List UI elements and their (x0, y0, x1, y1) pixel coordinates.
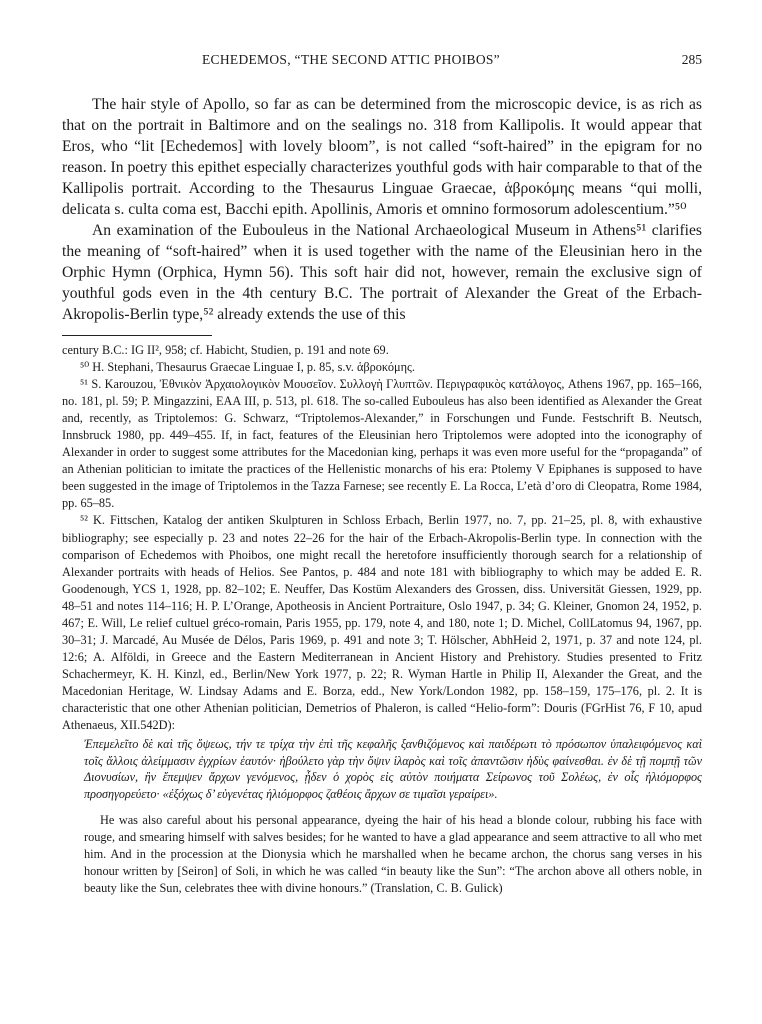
running-head (62, 52, 702, 74)
greek-quotation: Ἐπεμελεῖτο δὲ καὶ τῆς ὄψεως, τήν τε τρίχα τὴν ἐπὶ τῆς κεφαλῆς ξανθιζόμενος καὶ παιδέρωτι τὸ πρόσωπον ὑπαλειφόμενος καὶ τοῖς ἄλλοις ἀλείμμασιν ἐγχρίων ἑαυτόν· ἠβούλετο γὰρ τὴν ὄψιν ἱλαρὸς καὶ τοῖς ἀπαντῶσιν ἡδὺς φαίνεσθαι. ἐν δὲ τῇ πομπῇ τῶν Διονυσίων, ἣν ἔπεμψεν ἄρχων γενόμενος, ᾖδεν ὁ χορὸς εἰς αὐτὸν ποιήματα Σείρωνος τοῦ Σολέως, ἐν οἷς ἡλιόμορφος προσηγορεύετο· «ἐξόχως δ’ εὐγενέτας ἡλιόμορφος ζαθέοις ἄρχων σε τιμαῖσι γεραίρει». (84, 737, 702, 801)
page-number: 285 (681, 52, 702, 67)
footnote-continuation: century B.C.: IG II², 958; cf. Habicht, Studien, p. 191 and note 69. (62, 343, 389, 357)
footnote-51: ⁵¹ S. Karouzou, Ἐθνικὸν Ἀρχαιολογικὸν Μουσεῖον. Συλλογὴ Γλυπτῶν. Περιγραφικὸς κατάλογος, Athens 1967, pp. 165–166, no. 181, pl. 59; P. Mingazzini, EAA III, p. 513, pl. 618. The so-called Eubouleus has also been identified as Alexander the Great and, recently, as Triptolemos: G. Schwarz, “Triptolemos-Alexander,” in Forschungen und Funde. Festschrift B. Neutsch, Innsbruck 1980, pp. 449–455. If, in fact, features of the Eleusinian hero Triptolemos were adopted into the iconography of Alexander in order to suggest some attributes for the Macedonian king, perhaps it was even more useful for the “propaganda” of an Athenian politician to imitate the practices of the Hellenistic monarchs of his era: Ptolemy V Epiphanes is supposed to have been suggested in the image of Triptolemos in the Tazza Farnese; see recently E. La Rocca, L’età d’oro di Cleopatra, Rome 1984, pp. 65–85. (62, 377, 702, 511)
body-paragraph-2: An examination of the Eubouleus in the National Archaeological Museum in Athens⁵¹ clarifies the meaning of “soft-haired” when it is used together with the name of the Eleusinian hero in the Orphic Hymn (Orphica, Hymn 56). This soft hair did not, however, remain the exclusive sign of youthful gods even in the 4th century B.C. The portrait of Alexander the Great of the Erbach-Akropolis-Berlin type,⁵² already extends the use of this (62, 222, 702, 323)
footnote-50: ⁵⁰ H. Stephani, Thesaurus Graecae Linguae I, p. 85, s.v. ἁβροκόμης. (80, 360, 415, 375)
translation-block (84, 812, 702, 896)
footnote-rule (62, 335, 212, 336)
body-text (62, 94, 702, 325)
page (62, 52, 702, 896)
body-paragraph-1: The hair style of Apollo, so far as can be determined from the microscopic device, is as rich as that on the portrait in Baltimore and on the sealings no. 318 from Kallipolis. It would appear that Eros, who “lit [Echedemos] with lovely bloom”, is not called “soft-haired” in the epigram for no reason. In poetry this epithet especially characterizes youthful gods with hair comparable to that of the Kallipolis portrait. According to the Thesaurus Linguae Graecae, ἁβροκόμης means “qui molli, delicata s. culta coma est, Bacchi epith. Apollinis, Amoris et omnino formosorum adolescentium.”⁵⁰ (62, 96, 702, 218)
footnote-52: ⁵² K. Fittschen, Katalog der antiken Skulpturen in Schloss Erbach, Berlin 1977, no. 7, pp. 21–25, pl. 8, with exhaustive bibliography; see especially p. 23 and notes 22–26 for the hair of the Erbach-Akropolis-Berlin type. In connection with the comparison of Echedemos with Phoibos, one might recall the heretofore insufficiently thorough search for a relationship of Alexander portraits with heads of Helios. See Pantos, p. 484 and note 181 with bibliography to which may be added E. R. Goodenough, YCS 1, 1928, pp. 82–102; E. Neuffer, Das Kostüm Alexanders des Grossen, diss. Universität Giessen, 1929, pp. 48–51 and notes 114–116; H. P. L’Orange, Apotheosis in Ancient Portraiture, Oslo 1947, p. 34; G. Kleiner, Gnomon 24, 1952, p. 467; E. Will, Le relief cultuel gréco-romain, Paris 1955, pp. 179, note 4, and 180, note 1; D. Michel, CollLatomus 94, 1967, pp. 30–31; J. Marcadé, Au Musée de Délos, Paris 1969, p. 491 and note 3; T. Hölscher, AbhHeid 2, 1971, p. 37 and note 124, pl. 12:6; A. Alföldi, in Greece and the Eastern Mediterranean in Ancient History and Prehistory. Studies presented to Fritz Schachermeyr, K. H. Kinzl, ed., Berlin/New York 1977, p. 22; R. Wyman Hartle in Philip II, Alexander the Great, and the Macedonian Heritage, W. Lindsay Adams and E. Borza, edd., New York/London 1982, pp. 158–159, 175–176, pl. 2. It is characteristic that one other Athenian politician, Demetrios of Phaleron, is called “Helio-form”: Douris (FGrHist 76, F 10, apud Athenaeus, XII.542D): (62, 513, 702, 733)
running-title: ECHEDEMOS, “THE SECOND ATTIC PHOIBOS” (202, 52, 500, 67)
translation-text: He was also careful about his personal appearance, dyeing the hair of his head a blonde colour, rubbing his face with rouge, and smearing himself with salves besides; for he wanted to have a glad appearance and seem attractive to all who met him. And in the procession at the Dionysia which he marshalled when he became archon, the chorus sang verses in his honour written by [Seiron] of Soli, in which he was called “in beauty like the Sun”: “The archon above all others noble, in beauty like the Sun, celebrates thee with divine honours.” (Translation, C. B. Gulick) (84, 813, 702, 895)
footnotes (62, 342, 702, 734)
